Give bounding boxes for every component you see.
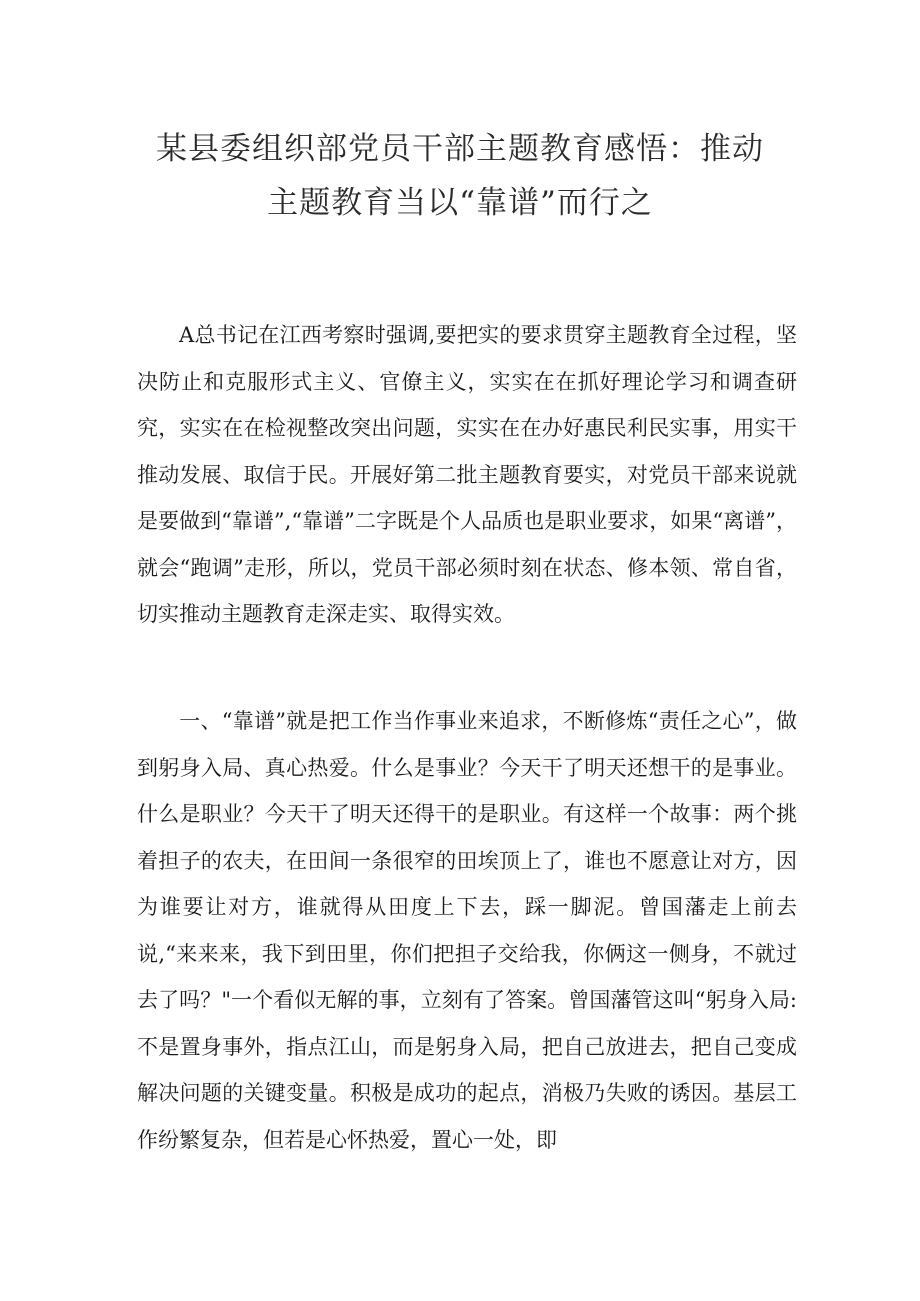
paragraph-2-text: 一、“靠谱”就是把工作当作事业来追求，不断修炼“责任之心”，做到躬身入局、真心热爱。什么是事业？今天干了明天还想干的是事业。什么是职业？今天干了明天还得干的是职业。有这样一个故事：两个挑着担子的农夫，在田间一条很窄的田埃顶上了，谁也不愿意让对方，因为谁要让对方，谁就得从田度上下去，踩一脚泥。曾国藩走上前去说,“来来来，我下到田里，你们把担子交给我，你俩这一侧身，不就过去了吗？"一个看似无解的事，立刻有了答案。曾国藩管这叫“躬身入局:不是置身事外，指点江山，而是躬身入局，把自己放进去，把自己变成解决问题的关键变量。积极是成功的起点，消极乃失败的诱因。基层工作纷繁复杂，但若是心怀热爱，置心一处，即 xyxy=(137,709,797,1152)
paragraph-1-text: A总书记在江西考察时强调,要把实的要求贯穿主题教育全过程，坚决防止和克服形式主义、官僚主义，实实在在抓好理论学习和调查研究，实实在在检视整改突出问题，实实在在办好惠民利民实事，用实干推动发展、取信于民。开展好第二批主题教育要实，对党员干部来说就是要做到“靠谱”,“靠谱”二字既是个人品质也是职业要求，如果“离谱”，就会“跑调”走形，所以，党员干部必须时刻在状态、修本领、常自省，切实推动主题教育走深走实、取得实效。 xyxy=(137,323,797,626)
title-line-1: 某县委组织部党员干部主题教育感悟：推动 xyxy=(156,131,764,167)
document-title xyxy=(0,122,920,230)
body-paragraph-1 xyxy=(137,312,797,638)
title-line-2: 主题教育当以“靠谱”而行之 xyxy=(267,185,653,221)
body-paragraph-2 xyxy=(137,698,797,1163)
